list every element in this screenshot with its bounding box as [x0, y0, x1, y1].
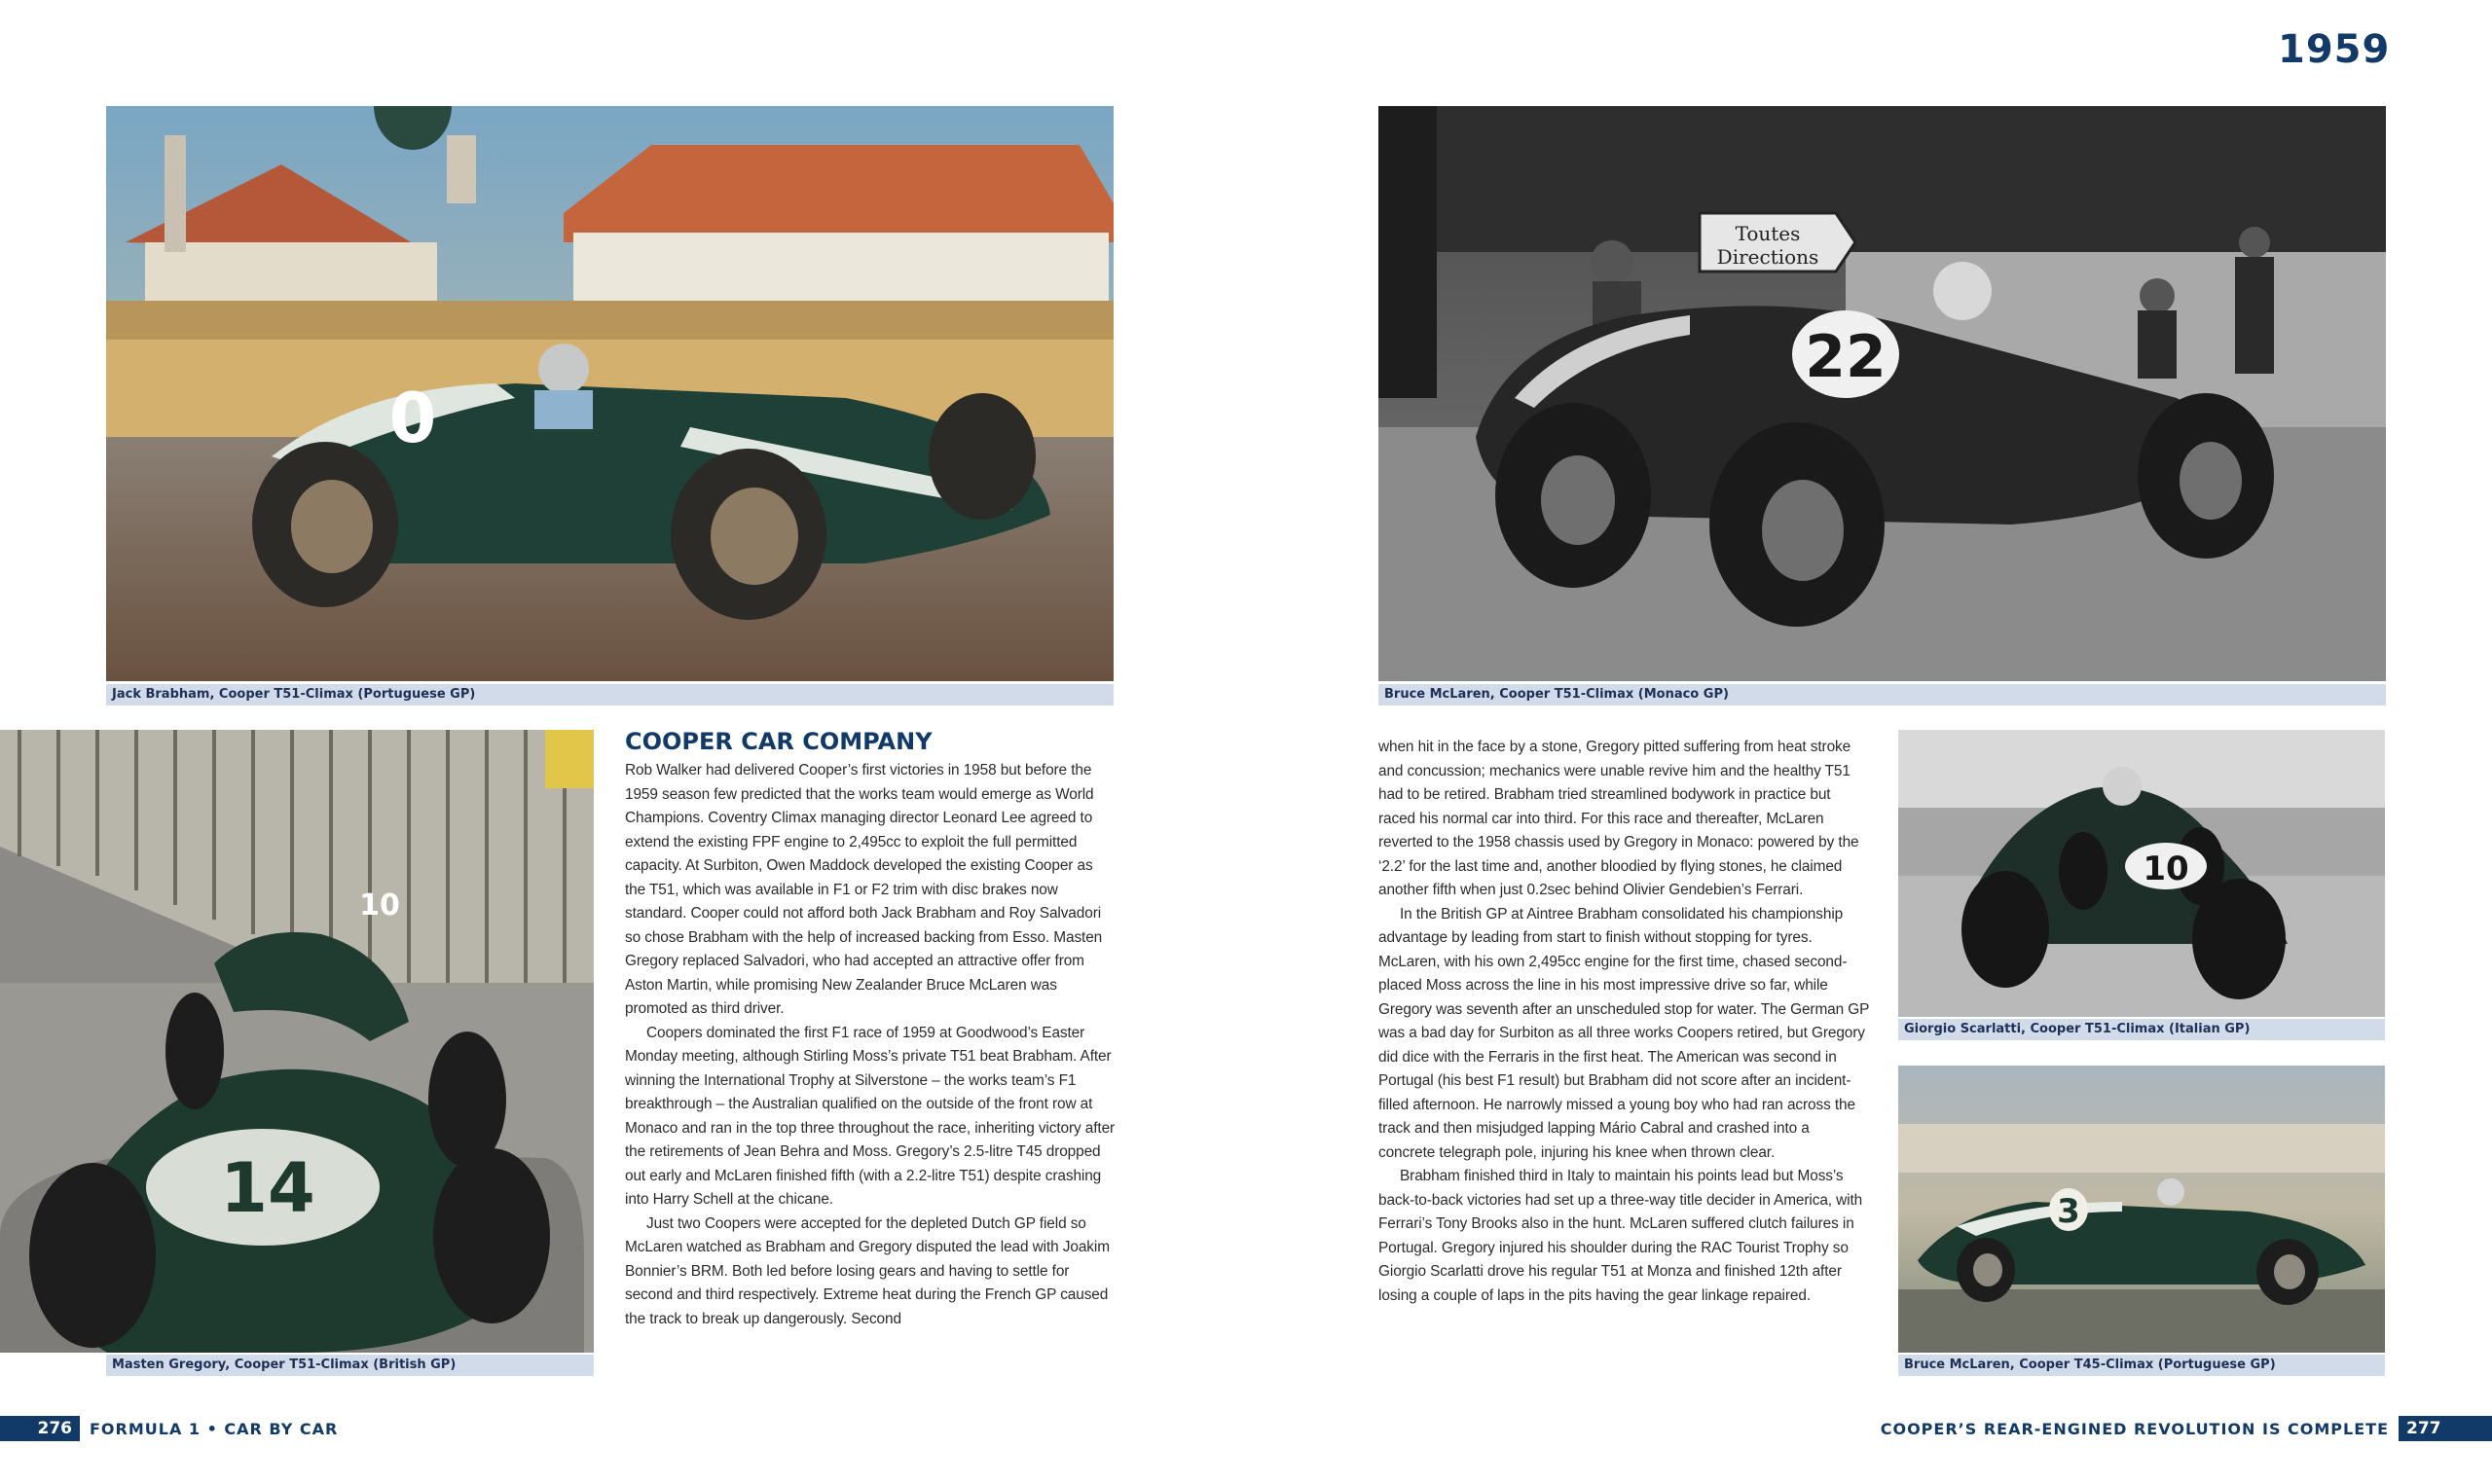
caption-top-left: Jack Brabham, Cooper T51-Climax (Portuguese GP)	[106, 684, 1114, 706]
sign-line-2: Directions	[1716, 245, 1819, 269]
page-number-right: 277	[2399, 1416, 2492, 1441]
paragraph: In the British GP at Aintree Brabham consolidated his championship advantage by leading from start to finish without stopping for tyres. McLaren, with his own 2,495cc engine for the first time, chased second-placed Moss across the line in his most impressive drive so far, while Gregory was seventh after an unscheduled stop for water. The German GP was a bad day for Surbiton as all three works Coopers retired, but Gregory did dice with the Ferraris in the first heat. The American was second in Portugal (his best F1 result) but Brabham did not score after an incident-filled afternoon. He narrowly missed a young boy who had ran across the track and then misjudged lapping Mário Cabral and crashed into a concrete telegraph pole, injuring his knee when thrown clear.	[1378, 905, 1870, 1161]
book-title: FORMULA 1 • CAR BY CAR	[90, 1419, 339, 1438]
paragraph: Brabham finished third in Italy to maintain his points lead but Moss’s back-to-back victories had set up a three-way title decider in America, with Ferrari’s Tony Brooks also in the hunt. McLaren suffered clutch failures in Portugal. Gregory injured his shoulder during the RAC Tourist Trophy so Giorgio Scarlatti drove his regular T51 at Monza and finished 12th after losing a couple of laps in the pits having the gear linkage repaired.	[1378, 1168, 1863, 1304]
car-number-label: 22	[1805, 323, 1887, 391]
photo-mclaren-portuguese-gp	[1898, 1066, 2385, 1353]
caption-bottom-right: Bruce McLaren, Cooper T45-Climax (Portuguese GP)	[1898, 1355, 2385, 1376]
car-number-label: 14	[220, 1148, 315, 1228]
paragraph: Coopers dominated the first F1 race of 1959 at Goodwood’s Easter Monday meeting, although Stirling Moss’s private T51 beat Brabham. After winning the International Trophy at Silverstone – the works team’s F1 breakthrough – the Australian qualified on the outside of the front row at Monaco and ran in the top three throughout the race, inheriting victory after the retirements of Jean Behra and Moss. Gregory’s 2.5-litre T45 dropped out early and McLaren finished fifth (with a 2.2-litre T51) despite crashing into Harry Schell at the chicane.	[625, 1024, 1116, 1208]
paragraph: Rob Walker had delivered Cooper’s first victories in 1958 but before the 1959 season few predicted that the works team would emerge as World Champions. Coventry Climax managing director Leonard Lee agreed to extend the existing FPF engine to 2,495cc to exploit the full permitted capacity. At Surbiton, Owen Maddock developed the existing Cooper as the T51, which was available in F1 or F2 trim with disc brakes now standard. Cooper could not afford both Jack Brabham and Roy Salvadori so chose Brabham with the help of increased backing from Esso. Masten Gregory replaced Salvadori, who had accepted an attractive offer from Aston Martin, while promising New Zealander Bruce McLaren was promoted as third driver.	[625, 762, 1103, 1017]
page-number-left: 276	[0, 1416, 80, 1441]
article-column-1	[625, 759, 1117, 1331]
photo-mclaren-monaco-gp	[1378, 106, 2386, 681]
caption-mid-right: Giorgio Scarlatti, Cooper T51-Climax (Italian GP)	[1898, 1019, 2385, 1040]
car-number-label-2: 10	[359, 888, 400, 923]
article-heading: COOPER CAR COMPANY	[625, 728, 933, 755]
sign-line-1: Toutes	[1735, 222, 1801, 245]
footer-right	[1871, 1416, 2492, 1441]
photo-gregory-british-gp	[0, 730, 594, 1353]
car-number-label: 3	[2057, 1192, 2080, 1231]
chapter-title: COOPER’S REAR-ENGINED REVOLUTION IS COMPLETE	[1880, 1419, 2389, 1438]
caption-top-right: Bruce McLaren, Cooper T51-Climax (Monaco GP)	[1378, 684, 2386, 706]
year-heading: 1959	[2278, 27, 2391, 72]
paragraph: Just two Coopers were accepted for the depleted Dutch GP field so McLaren watched as Brabham and Gregory disputed the lead with Joakim Bonnier’s BRM. Both led before losing gears and having to settle for second and third respectively. Extreme heat during the French GP caused the track to break up dangerously. Second	[625, 1214, 1110, 1327]
footer-left	[0, 1416, 348, 1441]
photo-scarlatti-italian-gp	[1898, 730, 2385, 1017]
paragraph: when hit in the face by a stone, Gregory pitted suffering from heat stroke and concussion; mechanics were unable revive him and the healthy T51 had to be retired. Brabham tried streamlined bodywork in practice but raced his normal car into third. For this race and thereafter, McLaren reverted to the 1958 chassis used by Gregory in Monaco: powered by the ‘2.2’ for the last time and, another bloodied by flying stones, he claimed another fifth when just 0.2sec behind Olivier Gendebien’s Ferrari.	[1378, 739, 1859, 898]
car-number-label: 0	[388, 379, 437, 458]
photo-brabham-portuguese-gp	[106, 106, 1114, 681]
article-column-2	[1378, 736, 1870, 1308]
caption-bottom-left: Masten Gregory, Cooper T51-Climax (British GP)	[106, 1355, 594, 1376]
car-number-label: 10	[2143, 850, 2189, 888]
